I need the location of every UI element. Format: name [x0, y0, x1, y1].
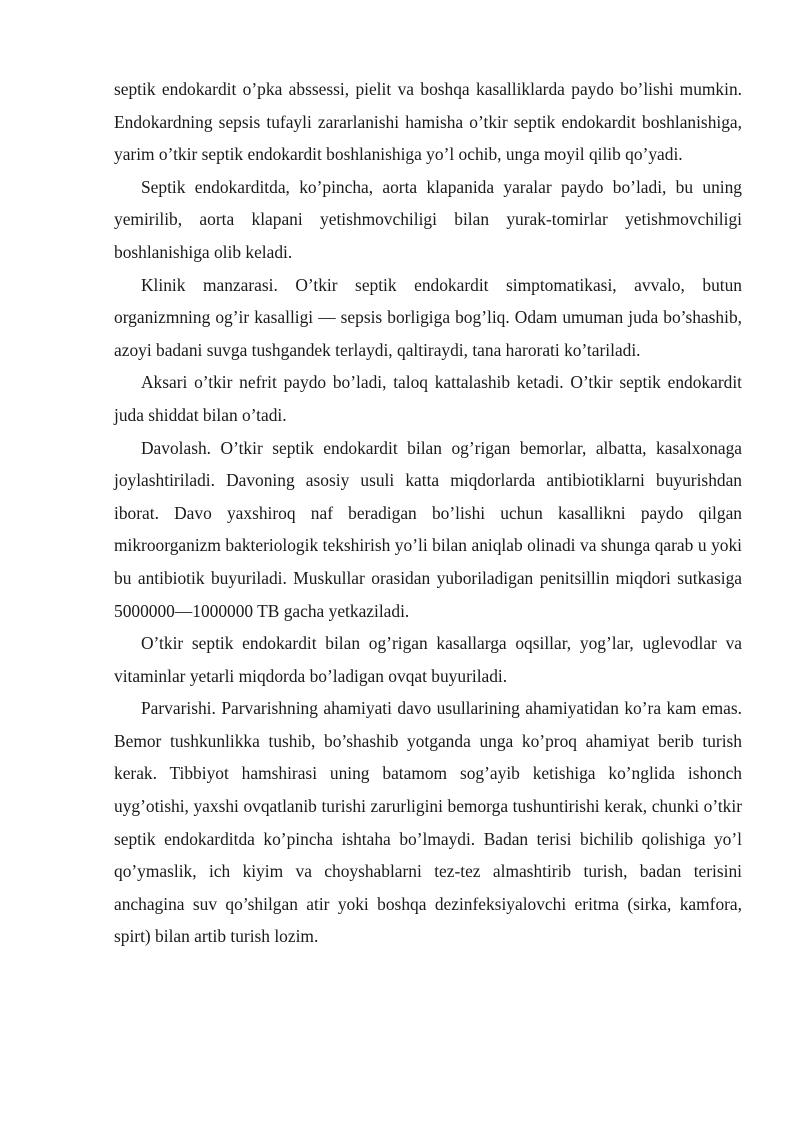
body-text	[114, 73, 742, 953]
paragraph-treatment: Davolash. O’tkir septik endokardit bilan og’rigan bemorlar, albatta, kasalxonaga joylashtiriladi. Davoning asosiy usuli katta miqdorlarda antibiotiklarni buyurishdan iborat. Davo yaxshiroq naf beradigan bo’lishi uchun kasallikni paydo qilgan mikroorganizm bakteriologik tekshirish yo’li bilan aniqlab olinadi va shunga qarab u yoki bu antibiotik buyuriladi. Muskullar orasidan yuboriladigan penitsillin miqdori sutkasiga 5000000—1000000 TB gacha yetkaziladi.	[114, 437, 742, 621]
paragraph-aortic-valve: Septik endokarditda, ko’pincha, aorta klapanida yaralar paydo bo’ladi, bu uning yemirilib, aorta klapani yetishmovchiligi bilan yurak-tomirlar yetishmovchiligi boshlanishiga olib keladi.	[114, 176, 742, 262]
paragraph-nephritis: Aksari o’tkir nefrit paydo bo’ladi, taloq kattalashib ketadi. O’tkir septik endokardit juda shiddat bilan o’tadi.	[114, 372, 742, 425]
paragraph-sepsis-intro: septik endokardit o’pka abssessi, pielit va boshqa kasalliklarda paydo bo’lishi mumkin. Endokardning sepsis tufayli zararlanishi hamisha o’tkir septik endokardit boshlanishiga, yarim o’tkir septik endokardit boshlanishiga yo’l ochib, unga moyil qilib qo’yadi.	[114, 79, 742, 165]
paragraph-clinical-picture: Klinik manzarasi. O’tkir septik endokardit simptomatikasi, avvalo, butun organizmning og’ir kasalligi — sepsis borligiga bog’liq. Odam umuman juda bo’shashib, azoyi badani suvga tushgandek terlaydi, qaltiraydi, tana harorati ko’tariladi.	[114, 274, 742, 360]
paragraph-nutrition: O’tkir septik endokardit bilan og’rigan kasallarga oqsillar, yog’lar, uglevodlar va vitaminlar yetarli miqdorda bo’ladigan ovqat buyuriladi.	[114, 633, 742, 686]
paragraph-care: Parvarishi. Parvarishning ahamiyati davo usullarining ahamiyatidan ko’ra kam emas. Bemor tushkunlikka tushib, bo’shashib yotganda unga ko’proq ahamiyat berib turish kerak. Tibbiyot hamshirasi uning batamom sog’ayib ketishiga ko’nglida ishonch uyg’otishi, yaxshi ovqatlanib turishi zarurligini bemorga tushuntirishi kerak, chunki o’tkir septik endokarditda ko’pincha ishtaha bo’lmaydi. Badan terisi bichilib qolishiga yo’l qo’ymaslik, ich kiyim va choyshablarni tez-tez almashtirib turish, badan terisini anchagina suv qo’shilgan atir yoki boshqa dezinfeksiyalovchi eritma (sirka, kamfora, spirt) bilan artib turish lozim.	[114, 698, 742, 947]
